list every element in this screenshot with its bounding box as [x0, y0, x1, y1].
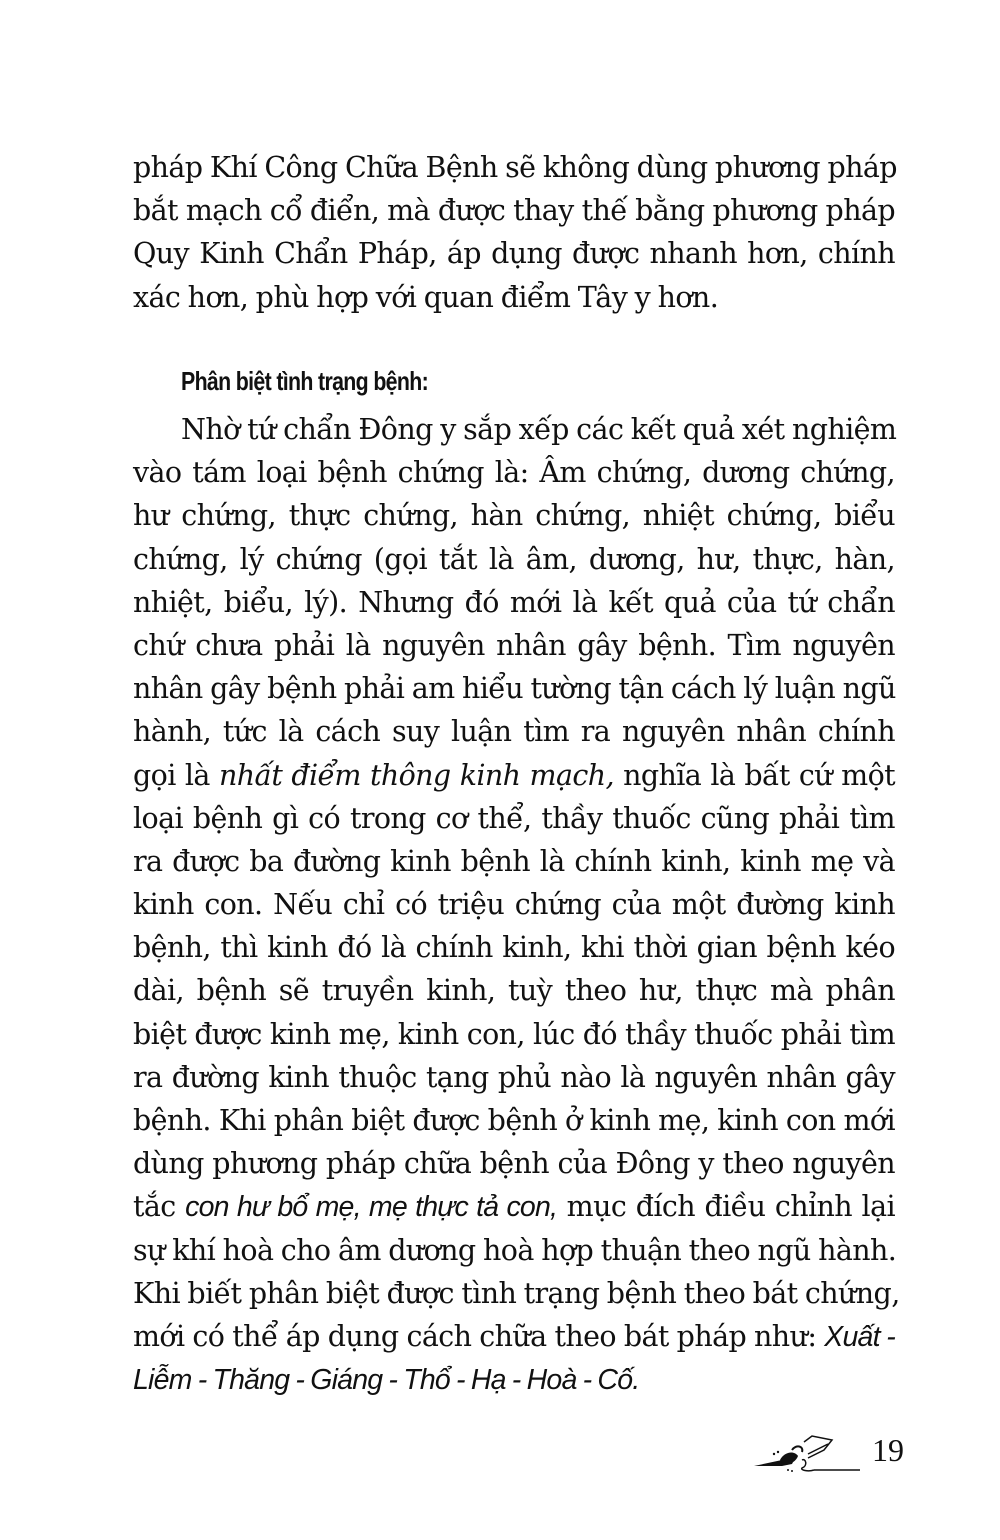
- text-line: vào tám loại bệnh chứng là: Âm chứng, dương chứng,: [133, 456, 895, 490]
- italic-term: nhất điểm thông kinh mạch,: [218, 758, 614, 792]
- text-line: xác hơn, phù hợp với quan điểm Tây y hơn.: [133, 280, 719, 314]
- text-line: nhiệt, biểu, lý). Nhưng đó mới là kết quả của tứ chẩn: [133, 585, 895, 619]
- text-line: biệt được kinh mẹ, kinh con, lúc đó thầy thuốc phải tìm: [133, 1017, 895, 1051]
- text-run: nghĩa là bất cứ một: [613, 758, 895, 792]
- top-paragraph: [133, 146, 895, 319]
- text-line: chứng, lý chứng (gọi tắt là âm, dương, hư, thực, hàn,: [133, 542, 895, 576]
- text-line: dùng phương pháp chữa bệnh của Đông y theo nguyên: [133, 1147, 895, 1181]
- text-line: Quy Kinh Chẩn Pháp, áp dụng được nhanh hơn, chính: [133, 237, 895, 271]
- bird-pen-ornament-icon: [752, 1430, 862, 1474]
- text-line: [133, 1185, 895, 1228]
- text-line: kinh con. Nếu chỉ có triệu chứng của một đường kinh: [133, 888, 895, 922]
- text-line: bệnh, thì kinh đó là chính kinh, khi thời gian bệnh kéo: [133, 931, 895, 965]
- text-line: [133, 754, 895, 797]
- text-line: Khi biết phân biệt được tình trạng bệnh theo bát chứng,: [133, 1276, 900, 1310]
- page-footer: [752, 1430, 912, 1480]
- text-line: hành, tức là cách suy luận tìm ra nguyên nhân chính: [133, 715, 895, 749]
- text-line: dài, bệnh sẽ truyền kinh, tuỳ theo hư, thực mà phân: [133, 974, 895, 1008]
- body-paragraph: [133, 408, 900, 1401]
- text-line: ra được ba đường kinh bệnh là chính kinh, kinh mẹ và: [133, 844, 895, 878]
- section-heading: Phân biệt tình trạng bệnh:: [181, 366, 429, 396]
- text-run: mới có thể áp dụng cách chữa theo bát pháp như:: [133, 1319, 825, 1353]
- text-line: hư chứng, thực chứng, hàn chứng, nhiệt chứng, biểu: [133, 499, 895, 533]
- text-line: [133, 1358, 895, 1401]
- text-line: [133, 1315, 895, 1358]
- text-line: ra đường kinh thuộc tạng phủ nào là nguyên nhân gây: [133, 1060, 895, 1094]
- italic-principle: con hư bổ mẹ, mẹ thực tả con,: [185, 1191, 558, 1224]
- text-line: bắt mạch cổ điển, mà được thay thế bằng phương pháp: [133, 194, 895, 228]
- text-line: nhân gây bệnh phải am hiểu tường tận cách lý luận ngũ: [133, 672, 896, 706]
- page-number: 19: [872, 1432, 904, 1468]
- italic-methods: Xuất -: [824, 1320, 895, 1353]
- text-line: loại bệnh gì có trong cơ thể, thầy thuốc cũng phải tìm: [133, 801, 895, 835]
- text-line: Nhờ tứ chẩn Đông y sắp xếp các kết quả xét nghiệm: [181, 413, 897, 446]
- italic-methods: Liễm - Thăng - Giáng - Thổ - Hạ - Hoà - Cố.: [133, 1364, 640, 1397]
- text-line: bệnh. Khi phân biệt được bệnh ở kinh mẹ, kinh con mới: [133, 1104, 895, 1137]
- text-run: gọi là: [133, 758, 219, 792]
- text-run: tắc: [133, 1190, 186, 1224]
- text-line: chứ chưa phải là nguyên nhân gây bệnh. Tìm nguyên: [133, 628, 895, 662]
- text-line: sự khí hoà cho âm dương hoà hợp thuận theo ngũ hành.: [133, 1233, 897, 1267]
- text-run: mục đích điều chỉnh lại: [557, 1190, 895, 1224]
- text-line: pháp Khí Công Chữa Bệnh sẽ không dùng phương pháp: [133, 151, 897, 184]
